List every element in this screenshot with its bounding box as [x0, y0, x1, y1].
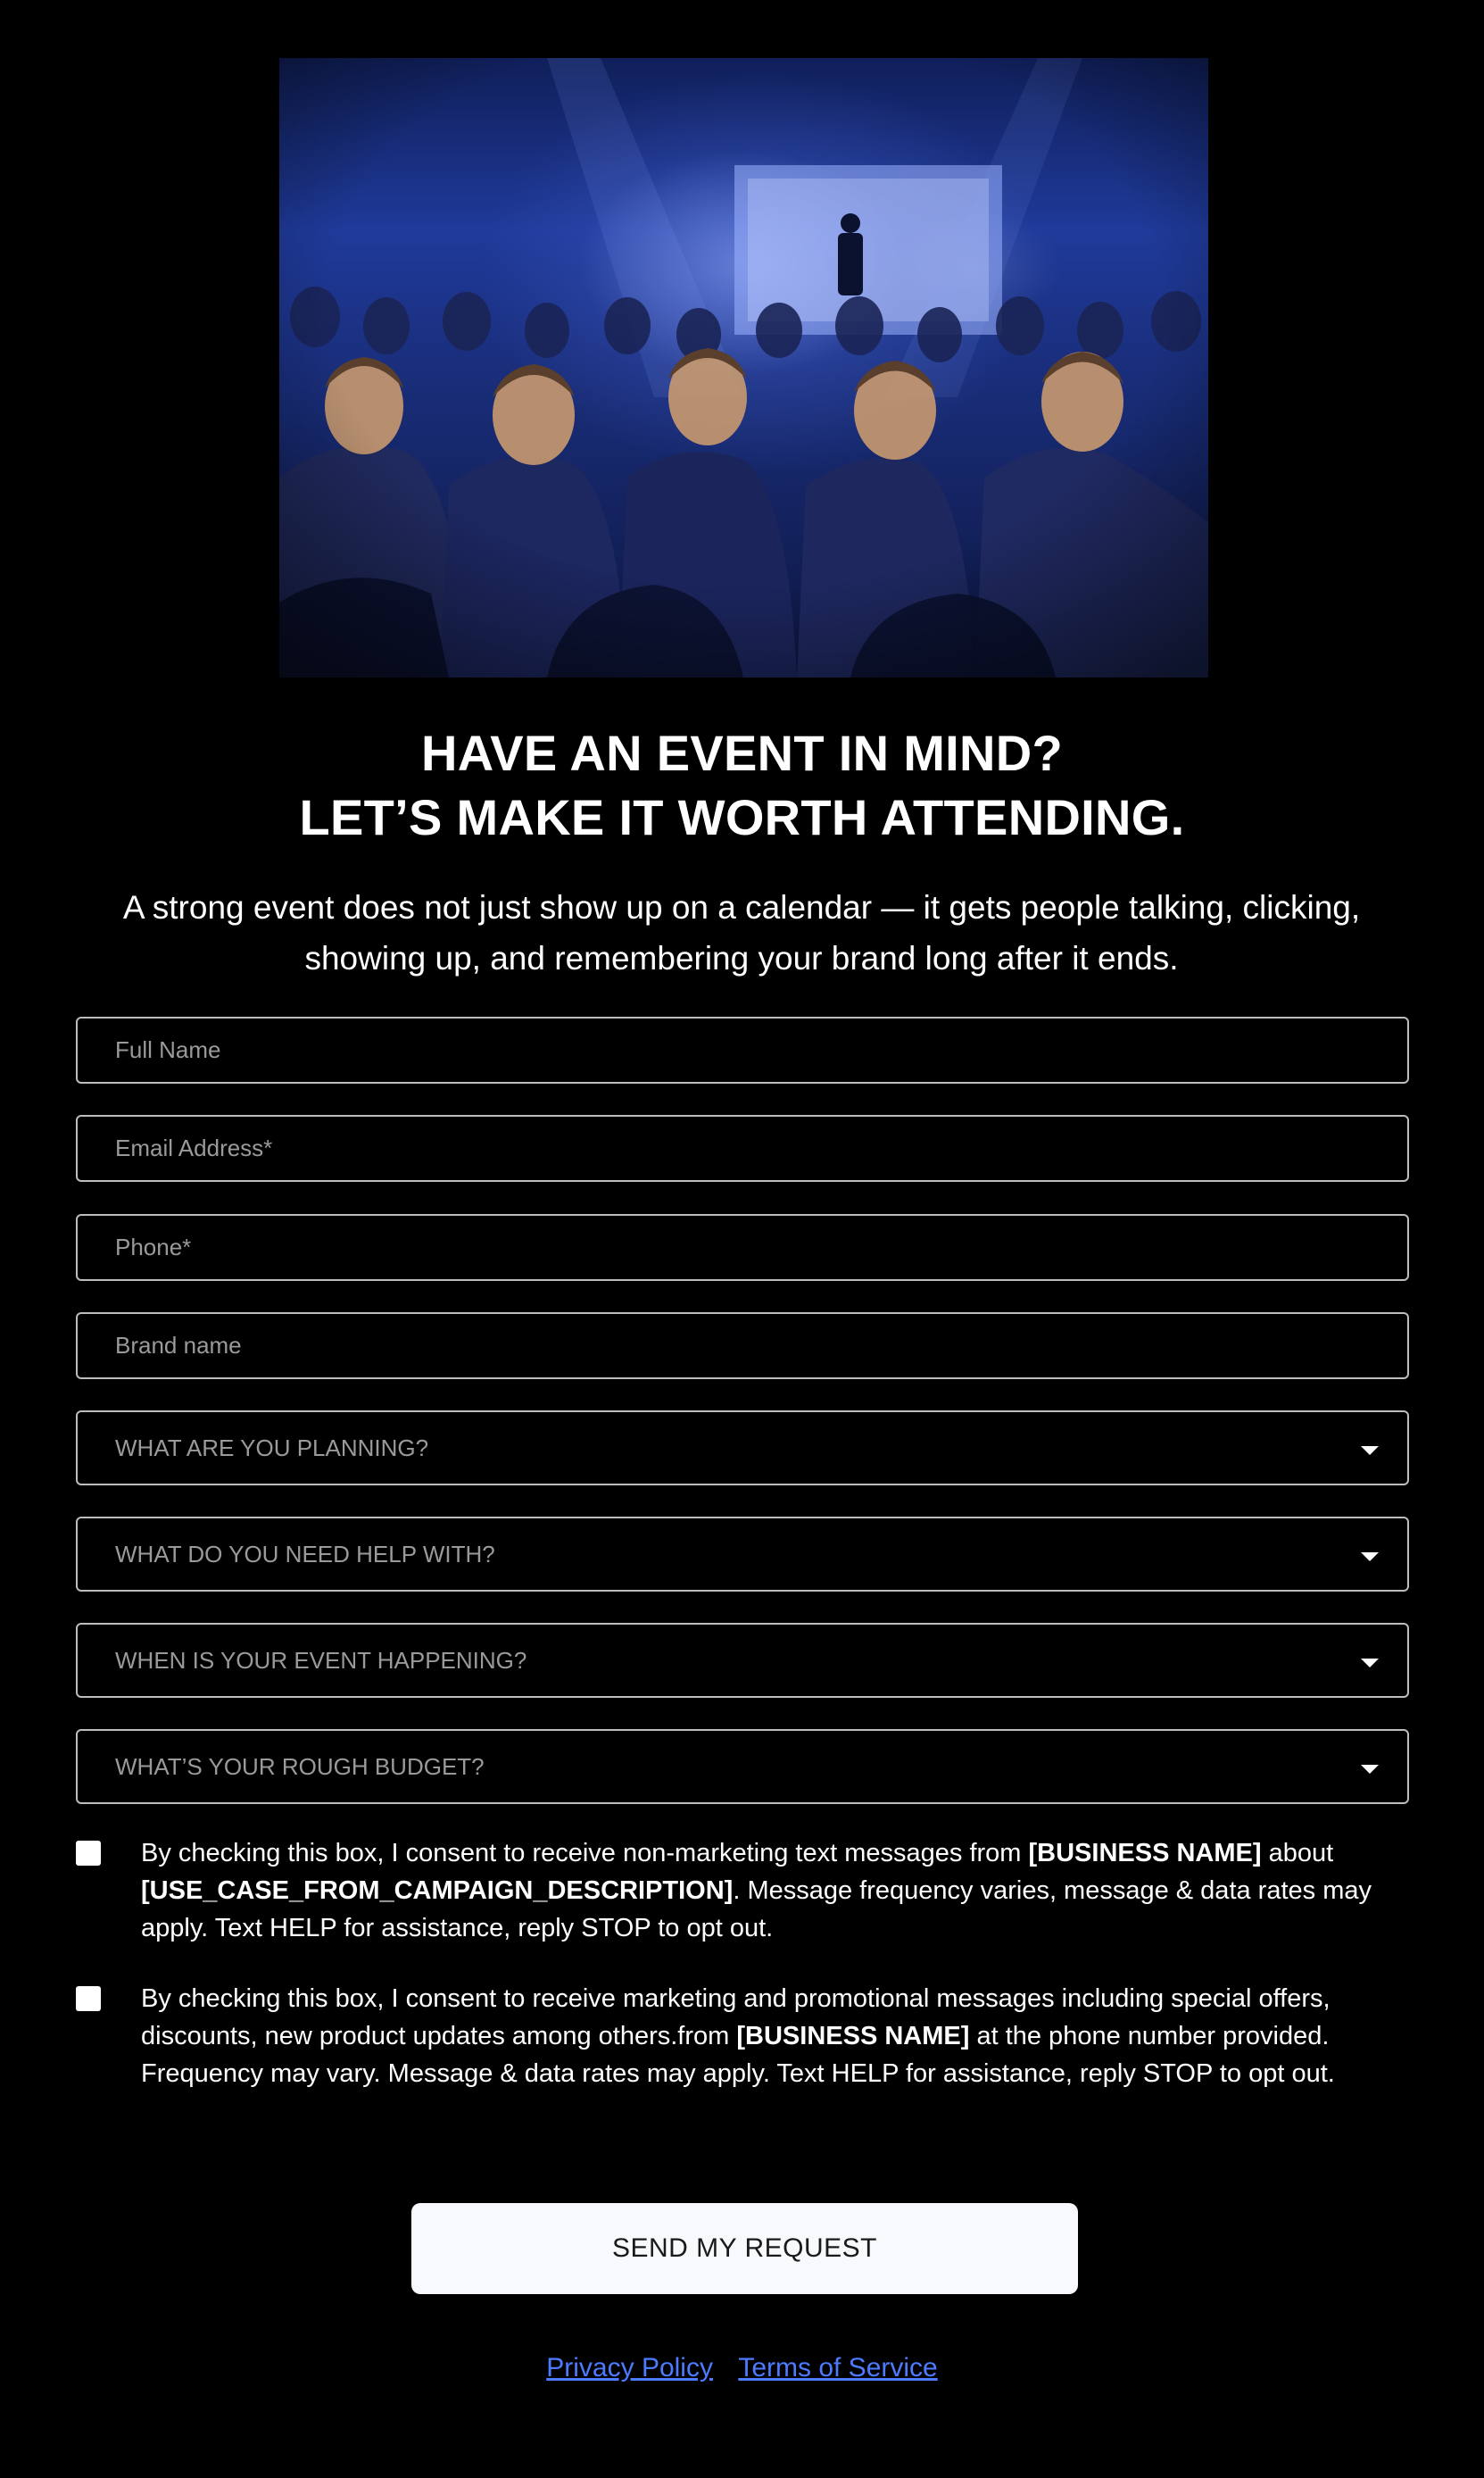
headline-line-2: LET’S MAKE IT WORTH ATTENDING. [299, 789, 1185, 845]
chevron-down-icon [1361, 1765, 1379, 1774]
chevron-down-icon [1361, 1552, 1379, 1561]
business-name-placeholder: [BUSINESS NAME] [736, 2022, 970, 2050]
consent-text-part: about [1261, 1839, 1334, 1867]
full-name-input[interactable] [115, 1019, 1407, 1082]
brand-field[interactable] [76, 1312, 1409, 1379]
terms-of-service-link[interactable]: Terms of Service [738, 2353, 938, 2382]
consent-text-part: at the phone number provided. Frequency may vary. Message & data rates may apply. Text HELP for assistance, reply STOP to opt out. [141, 2022, 1335, 2088]
phone-field[interactable] [76, 1214, 1409, 1281]
planning-select[interactable] [76, 1410, 1409, 1485]
chevron-down-icon [1361, 1446, 1379, 1455]
budget-select[interactable] [76, 1729, 1409, 1804]
budget-select-label: WHAT’S YOUR ROUGH BUDGET? [115, 1752, 485, 1780]
event-date-select[interactable] [76, 1623, 1409, 1698]
email-field[interactable] [76, 1115, 1409, 1182]
consent-non-marketing-text [141, 1834, 1408, 1947]
chevron-down-icon [1361, 1659, 1379, 1667]
business-name-placeholder: [BUSINESS NAME] [1028, 1839, 1262, 1867]
planning-select-label: WHAT ARE YOU PLANNING? [115, 1434, 429, 1461]
consent-text-part: . Message frequency varies, message & data rates may apply. Text HELP for assistance, reply STOP to opt out. [141, 1876, 1372, 1942]
phone-input[interactable] [115, 1216, 1407, 1279]
full-name-field[interactable] [76, 1017, 1409, 1084]
email-input[interactable] [115, 1117, 1407, 1180]
hero-illustration [279, 58, 1208, 678]
send-request-button[interactable]: SEND MY REQUEST [411, 2203, 1078, 2294]
use-case-placeholder: [USE_CASE_FROM_CAMPAIGN_DESCRIPTION] [141, 1876, 734, 1905]
headline-line-1: HAVE AN EVENT IN MIND? [420, 725, 1064, 781]
brand-input[interactable] [115, 1314, 1407, 1377]
hero-image [279, 58, 1208, 678]
consent-text-part: By checking this box, I consent to receive marketing and promotional messages including special offers, discounts, new product updates among others.from [141, 1984, 1331, 2050]
privacy-policy-link[interactable]: Privacy Policy [546, 2353, 713, 2382]
consent-non-marketing-checkbox[interactable] [76, 1841, 101, 1866]
help-with-select[interactable] [76, 1517, 1409, 1592]
consent-text-part: By checking this box, I consent to receive non-marketing text messages from [141, 1839, 1029, 1867]
footer-links [0, 2353, 1484, 2383]
consent-marketing-checkbox[interactable] [76, 1986, 101, 2011]
page-subheadline: A strong event does not just show up on a calendar — it gets people talking, clicking, showing up, and remembering your brand long after it ends. [122, 889, 1361, 977]
event-date-select-label: WHEN IS YOUR EVENT HAPPENING? [115, 1646, 527, 1674]
page-headline [0, 721, 1484, 850]
consent-marketing-text [141, 1980, 1408, 2092]
help-with-select-label: WHAT DO YOU NEED HELP WITH? [115, 1540, 495, 1567]
